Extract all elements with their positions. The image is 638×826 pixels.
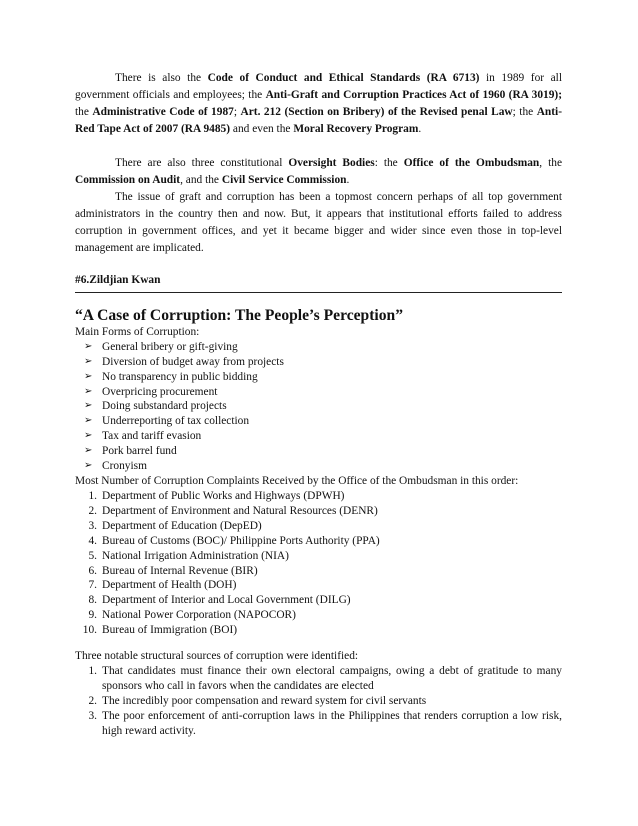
list-item: 1. Department of Public Works and Highways (DPWH) [88,490,345,502]
bold-term: Oversight Bodies [288,157,375,169]
sources-heading: Three notable structural sources of corruption were identified: [75,650,359,662]
list-item: 2. Department of Environment and Natural Resources (DENR) [88,504,378,517]
list-item: 1. That candidates must finance their own electoral campaigns, owing a debt of gratitude to many sponsors who call in favors when the candidates are elected [88,665,562,692]
arrow-bullet-icon: ➢ [84,430,93,442]
law-name: Moral Recovery Program [293,123,419,136]
bold-term: Civil Service Commission [221,174,347,187]
law-name: Art. 212 (Section on Bribery) of the Revised penal Law [240,106,513,119]
complaints-heading: Most Number of Corruption Complaints Received by the Office of the Ombudsman in this order: [75,475,519,487]
text-run: , the [539,157,563,169]
list-item: ➢ Tax and tariff evasion [84,430,202,443]
list-item: ➢ Pork barrel fund [84,444,177,457]
list-item: ➢ Diversion of budget away from projects [84,355,284,368]
list-item: 2. The incredibly poor compensation and reward system for civil servants [88,694,427,707]
text-run: . [418,123,422,136]
paragraph-legal-codes [75,70,562,138]
paragraph-graft-issue: The issue of graft and corruption has been a topmost concern perhaps of all top government administrators in the country then and now. But, it appears that institutional efforts failed to address corruption in government offices, and yet it became bigger and wider since even those in top-level management are implicated. [75,191,562,255]
text-run: , and the [180,174,222,187]
arrow-bullet-icon: ➢ [84,415,93,427]
list-item: ➢ Cronyism [84,459,147,472]
list-item: 3. The poor enforcement of anti-corruption laws in the Philippines that renders corruption a low risk, high reward activity. [88,709,562,737]
bold-term: Office of the Ombudsman [403,157,540,169]
list-item: 5. National Irrigation Administration (NIA) [88,549,289,562]
arrow-bullet-icon: ➢ [84,459,93,471]
text-run: . [346,174,350,187]
list-item: ➢ Underreporting of tax collection [84,415,250,428]
list-item: 7. Department of Health (DOH) [88,579,237,592]
law-name: Anti-Red Tape Act of 2007 (RA 9485) [75,106,563,136]
list-item: ➢ No transparency in public bidding [84,370,258,383]
list-item: 6. Bureau of Internal Revenue (BIR) [88,564,258,577]
forms-heading: Main Forms of Corruption: [75,326,200,338]
list-item: 10. Bureau of Immigration (BOI) [82,624,238,637]
law-name: Code of Conduct and Ethical Standards (RA 6713) [207,72,480,84]
list-item: 3. Department of Education (DepED) [88,519,262,532]
list-item: 8. Department of Interior and Local Government (DILG) [88,594,351,607]
text-run: ; [233,106,241,119]
author-heading: #6.Zildjian Kwan [75,274,562,293]
complaints-list [75,489,562,638]
text-run: There are also three constitutional [115,157,289,169]
text-run: ; the [512,106,537,119]
law-name: Anti-Graft and Corruption Practices Act of 1960 (RA 3019); [265,89,563,102]
arrow-bullet-icon: ➢ [84,370,93,382]
bold-term: Commission on Audit [75,174,181,187]
section-title: “A Case of Corruption: The People’s Perception” [75,307,404,324]
arrow-bullet-icon: ➢ [84,341,93,352]
text-run: and even the [230,123,294,136]
list-item: 9. National Power Corporation (NAPOCOR) [88,609,296,622]
arrow-bullet-icon: ➢ [84,400,93,412]
law-name: Administrative Code of 1987 [92,106,234,119]
sources-list [75,664,562,739]
list-item: 4. Bureau of Customs (BOC)/ Philippine Ports Authority (PPA) [88,534,380,547]
text-run: : the [374,157,404,169]
list-item: ➢ Overpricing procurement [84,385,218,398]
text-run: the [75,106,93,119]
arrow-bullet-icon: ➢ [84,385,93,397]
list-item: ➢ General bribery or gift-giving [84,341,238,353]
text-run: in 1989 for all government officials and employees; the [75,72,562,102]
corruption-forms-list [75,340,562,474]
text-run: There is also the [115,72,208,84]
arrow-bullet-icon: ➢ [84,444,93,456]
list-item: ➢ Doing substandard projects [84,400,227,413]
arrow-bullet-icon: ➢ [84,355,93,367]
paragraph-oversight-bodies [75,155,562,189]
